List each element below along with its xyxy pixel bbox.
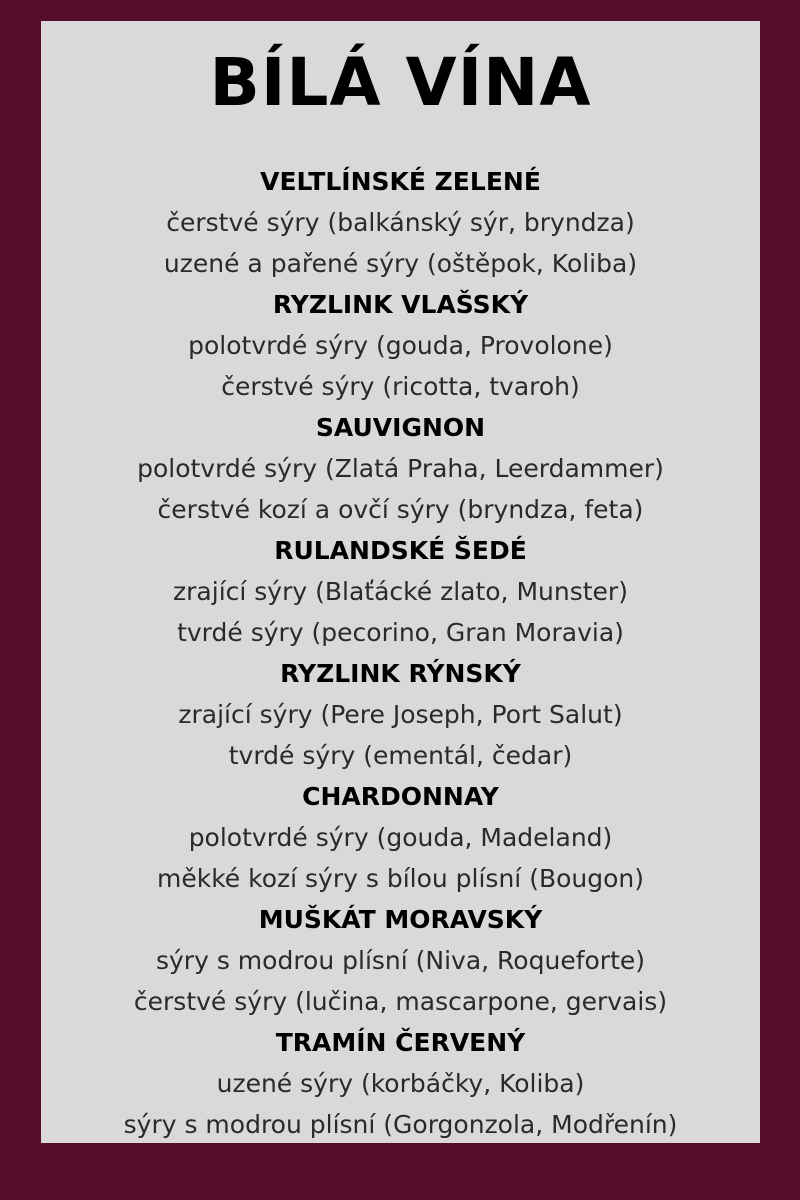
wine-section [41, 776, 760, 899]
cheese-pairing: polotvrdé sýry (gouda, Provolone) [188, 331, 613, 360]
wine-section [41, 1022, 760, 1145]
wine-section [41, 653, 760, 776]
cheese-pairing: polotvrdé sýry (gouda, Madeland) [188, 823, 613, 852]
cheese-pairing: čerstvé sýry (lučina, mascarpone, gervais) [133, 987, 668, 1016]
wine-name: MUŠKÁT MORAVSKÝ [258, 905, 543, 934]
wine-section [41, 899, 760, 1022]
cheese-pairing: uzené sýry (korbáčky, Koliba) [216, 1069, 585, 1098]
cheese-pairing: měkké kozí sýry s bílou plísní (Bougon) [156, 864, 644, 893]
cheese-pairing: tvrdé sýry (pecorino, Gran Moravia) [177, 618, 624, 647]
wine-section [41, 161, 760, 284]
cheese-pairing: tvrdé sýry (ementál, čedar) [228, 741, 573, 770]
wine-name: RYZLINK RÝNSKÝ [280, 659, 521, 688]
cheese-pairing: sýry s modrou plísní (Gorgonzola, Modřenín) [123, 1110, 678, 1139]
wine-name: RYZLINK VLAŠSKÝ [272, 290, 529, 319]
wine-name: RULANDSKÉ ŠEDÉ [274, 536, 527, 565]
wine-section [41, 284, 760, 407]
cheese-pairing: čerstvé sýry (ricotta, tvaroh) [221, 372, 580, 401]
page-title: BÍLÁ VÍNA [209, 44, 592, 121]
wine-name: VELTLÍNSKÉ ZELENÉ [260, 167, 541, 196]
cheese-pairing: čerstvé kozí a ovčí sýry (bryndza, feta) [157, 495, 644, 524]
wine-name: SAUVIGNON [315, 413, 486, 442]
cheese-pairing: sýry s modrou plísní (Niva, Roqueforte) [155, 946, 646, 975]
cheese-pairing: zrající sýry (Blaťácké zlato, Munster) [173, 577, 628, 606]
wine-name: TRAMÍN ČERVENÝ [275, 1028, 526, 1057]
content-card [41, 21, 760, 1143]
cheese-pairing: čerstvé sýry (balkánský sýr, bryndza) [166, 208, 635, 237]
cheese-pairing: uzené a pařené sýry (oštěpok, Koliba) [163, 249, 638, 278]
wine-name: CHARDONNAY [302, 782, 499, 811]
cheese-pairing: polotvrdé sýry (Zlatá Praha, Leerdammer) [137, 454, 664, 483]
cheese-pairing: zrající sýry (Pere Joseph, Port Salut) [178, 700, 623, 729]
wine-section [41, 530, 760, 653]
wine-list [41, 161, 760, 1145]
wine-section [41, 407, 760, 530]
